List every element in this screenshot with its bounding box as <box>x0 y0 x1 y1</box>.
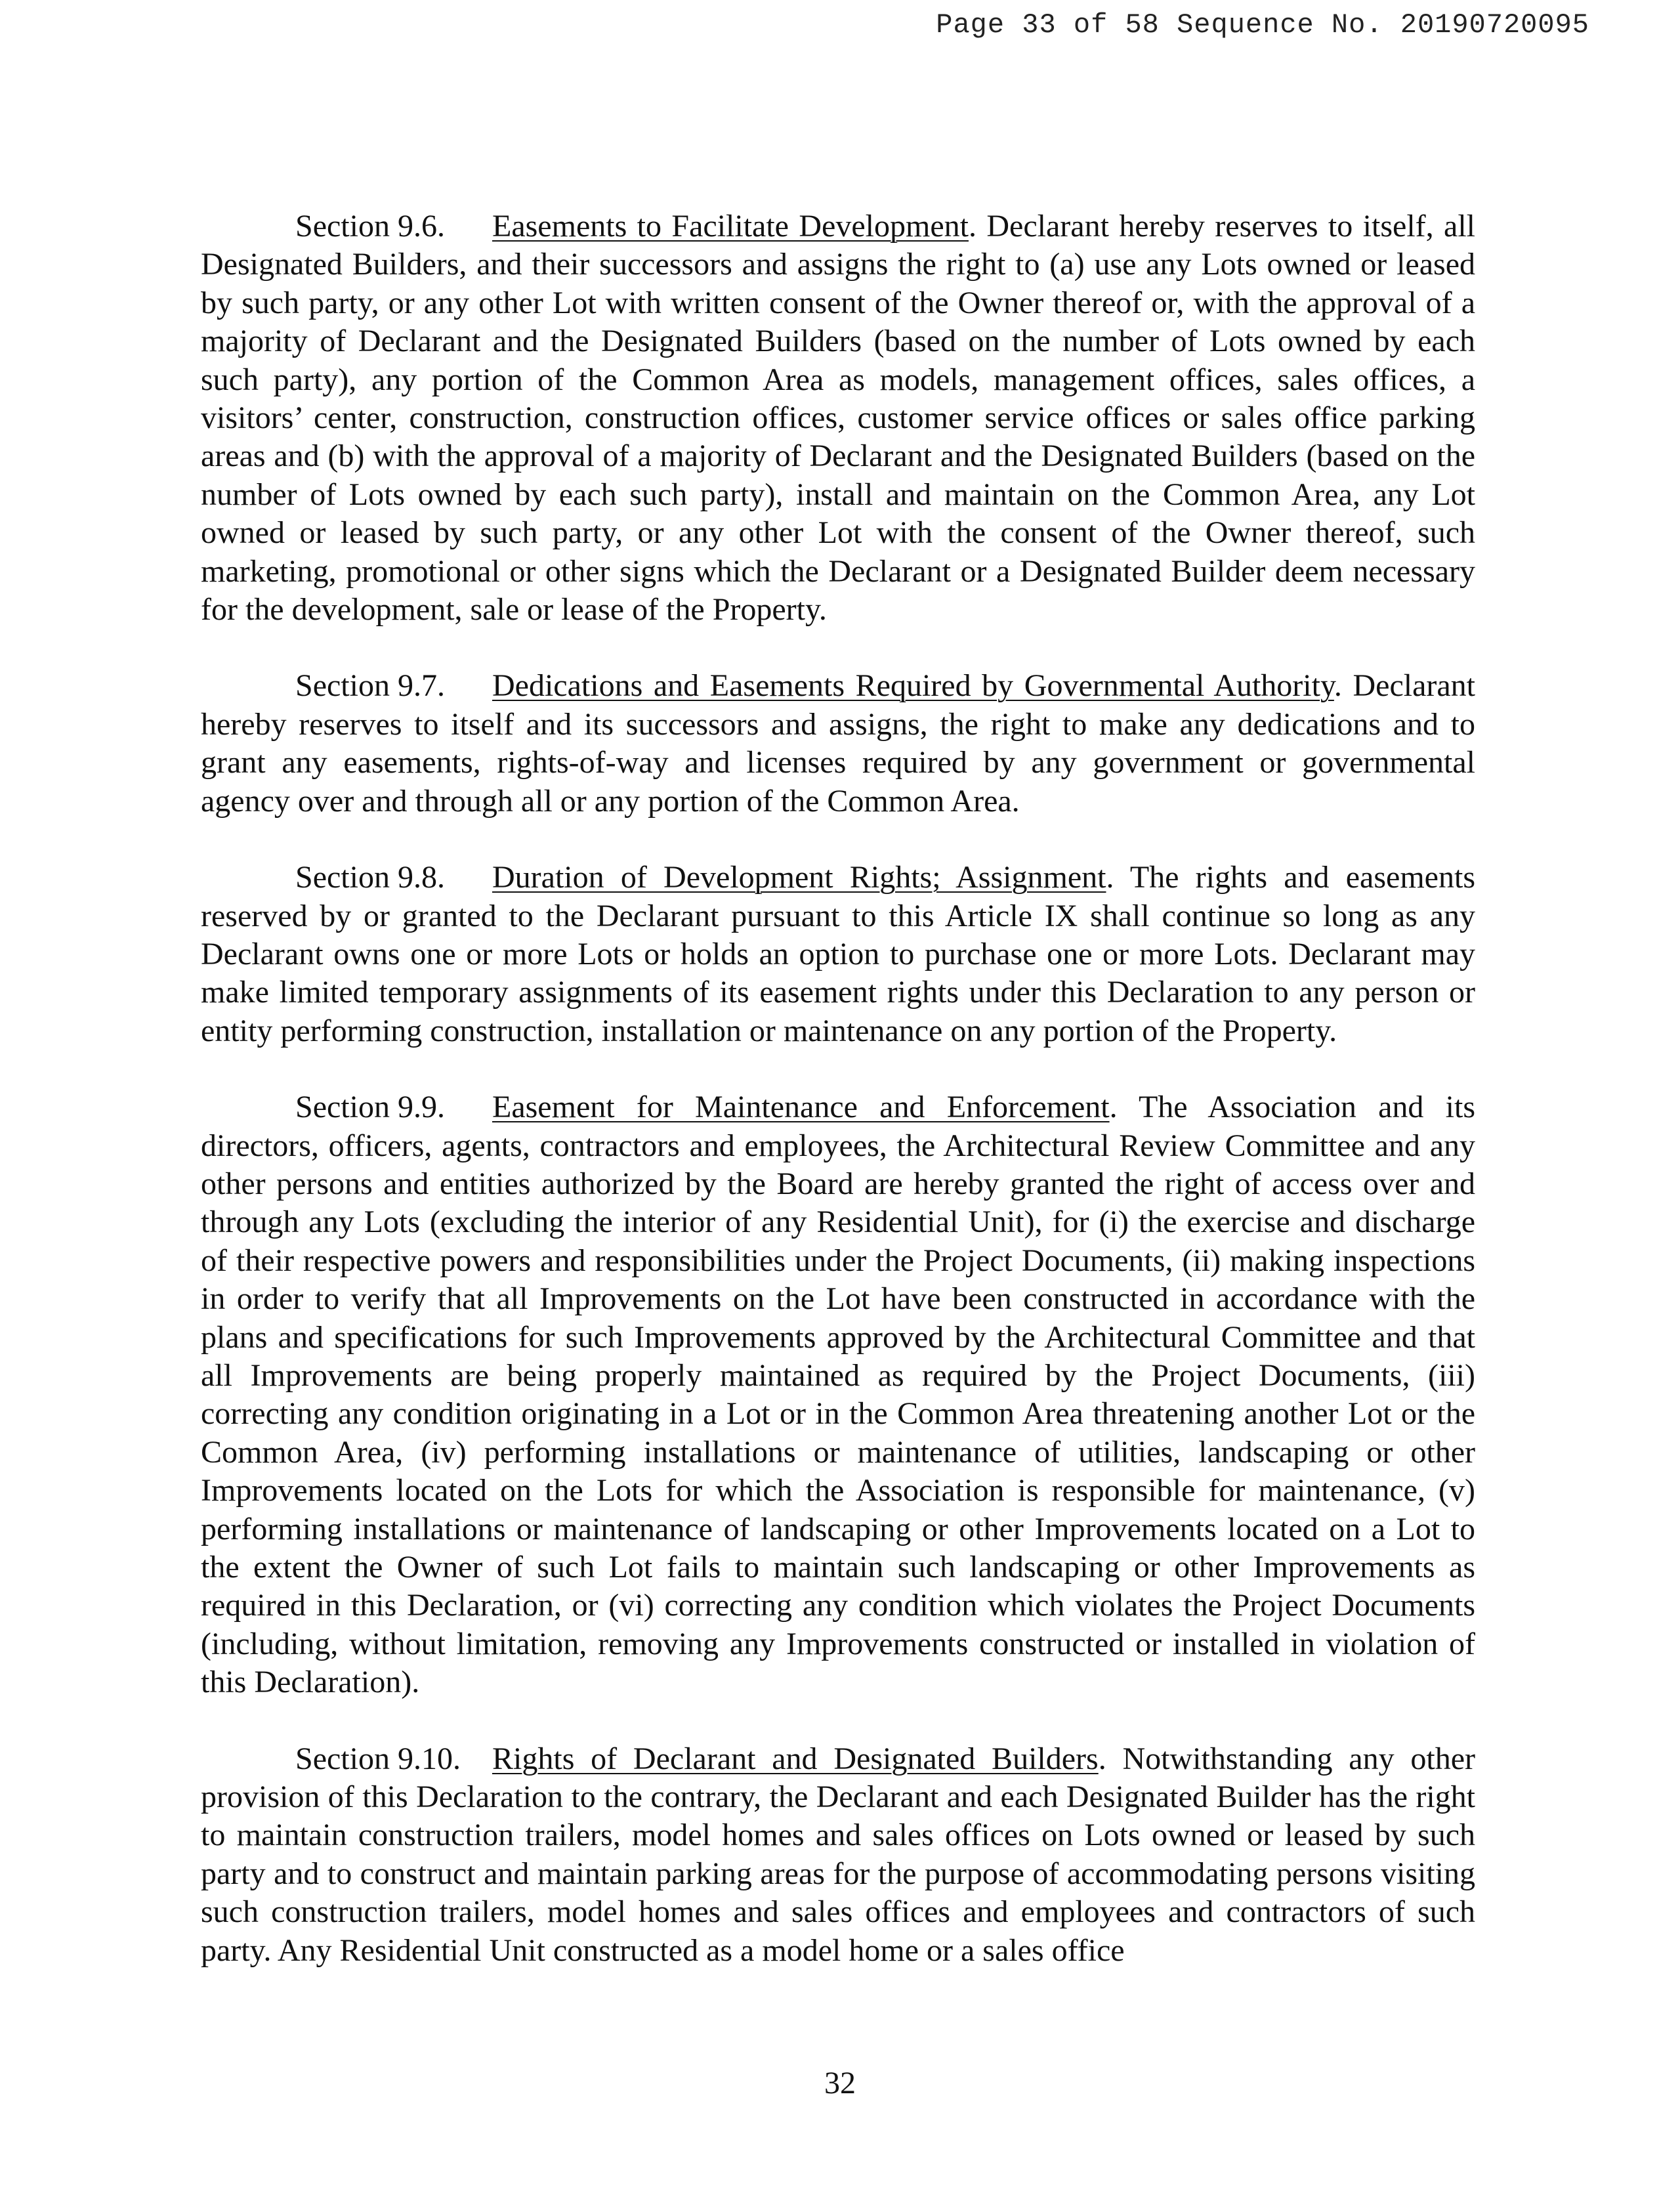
section-number: Section 9.9. <box>295 1090 445 1125</box>
section-body: Declarant hereby reserves to itself, all Designated Builders, and their successors and assigns the right to (a) use any Lots owned or leased by such party, or any other Lot with written consent of the Owner thereof or, with the approval of a majority of Declarant and the Designated Builders (based on the number of Lots owned by each such party), any portion of the Common Area as models, management offices, sales offices, a visitors’ center, construction, construction offices, customer service offices or sales office parking areas and (b) with the approval of a majority of Declarant and the Designated Builders (based on the number of Lots owned by each such party), install and maintain on the Common Area, any Lot owned or leased by such party, or any other Lot with the consent of the Owner thereof, such marketing, promotional or other signs which the Declarant or a Designated Builder deem necessary for the development, sale or lease of the Property. <box>201 209 1476 628</box>
section-heading: Easement for Maintenance and Enforcement <box>492 1090 1110 1125</box>
section-number: Section 9.6. <box>295 209 445 244</box>
section-9-6: Section 9.6. Easements to Facilitate Development. Declarant hereby reserves to itself, all Designated Builders, and their successors and assigns the right to (a) use any Lots owned or leased by such party, or any other Lot with written consent of the Owner thereof or, with the approval of a majority of Declarant and the Designated Builders (based on the number of Lots owned by each such party), any portion of the Common Area as models, management offices, sales offices, a visitors’ center, construction, construction offices, customer service offices or sales office parking areas and (b) with the approval of a majority of Declarant and the Designated Builders (based on the number of Lots owned by each such party), install and maintain on the Common Area, any Lot owned or leased by such party, or any other Lot with the consent of the Owner thereof, such marketing, promotional or other signs which the Declarant or a Designated Builder deem necessary for the development, sale or lease of the Property. <box>201 209 1476 628</box>
section-body: The Association and its directors, officers, agents, contractors and employees, the Architectural Review Committee and any other persons and entities authorized by the Board are hereby granted the right of access over and through any Lots (excluding the interior of any Residential Unit), for (i) the exercise and discharge of their respective powers and responsibilities under the Project Documents, (ii) making inspections in order to verify that all Improvements on the Lot have been constructed in accordance with the plans and specifications for such Improvements approved by the Architectural Committee and that all Improvements are being properly maintained as required by the Project Documents, (iii) correcting any condition originating in a Lot or in the Common Area threatening another Lot or the Common Area, (iv) performing installations or maintenance of utilities, landscaping or other Improvements located on the Lots for which the Association is responsible for maintenance, (v) performing installations or maintenance of landscaping or other Improvements located on a Lot to the extent the Owner of such Lot fails to maintain such landscaping or other Improvements as required in this Declaration, or (vi) correcting any condition which violates the Project Documents (including, without limitation, removing any Improvements constructed or installed in violation of this Declaration). <box>201 1090 1475 1700</box>
section-heading: Dedications and Easements Required by Governmental Authority <box>492 668 1334 704</box>
page-sequence-header: Page 33 of 58 Sequence No. 20190720095 <box>936 9 1589 41</box>
section-number: Section 9.7. <box>295 668 445 704</box>
section-body: The rights and easements reserved by or granted to the Declarant pursuant to this Article IX shall continue so long as any Declarant owns one or more Lots or holds an option to purchase one or more Lots. Declarant may make limited temporary assignments of its easement rights under this Declaration to any person or entity performing construction, installation or maintenance on any portion of the Property. <box>201 860 1475 1048</box>
section-9-7: Section 9.7. Dedications and Easements Required by Governmental Authority. Declarant hereby reserves to itself and its successors and assigns, the right to make any dedications and to grant any easements, rights-of-way and licenses required by any government or governmental agency over and through all or any portion of the Common Area. <box>201 668 1476 819</box>
page-number: 32 <box>824 2066 856 2100</box>
section-body: Declarant hereby reserves to itself and its successors and assigns, the right to make any dedications and to grant any easements, rights-of-way and licenses required by any government or governmental agency over and through all or any portion of the Common Area. <box>201 668 1476 819</box>
section-number: Section 9.10. <box>295 1741 461 1776</box>
section-number: Section 9.8. <box>295 860 445 895</box>
section-9-9: Section 9.9. Easement for Maintenance and Enforcement. The Association and its directors, officers, agents, contractors and employees, the Architectural Review Committee and any other persons and entities authorized by the Board are hereby granted the right of access over and through any Lots (excluding the interior of any Residential Unit), for (i) the exercise and discharge of their respective powers and responsibilities under the Project Documents, (ii) making inspections in order to verify that all Improvements on the Lot have been constructed in accordance with the plans and specifications for such Improvements approved by the Architectural Committee and that all Improvements are being properly maintained as required by the Project Documents, (iii) correcting any condition originating in a Lot or in the Common Area threatening another Lot or the Common Area, (iv) performing installations or maintenance of utilities, landscaping or other Improvements located on the Lots for which the Association is responsible for maintenance, (v) performing installations or maintenance of landscaping or other Improvements located on a Lot to the extent the Owner of such Lot fails to maintain such landscaping or other Improvements as required in this Declaration, or (vi) correcting any condition which violates the Project Documents (including, without limitation, removing any Improvements constructed or installed in violation of this Declaration). <box>201 1090 1475 1700</box>
section-heading: Easements to Facilitate Development <box>492 209 969 244</box>
section-9-10: Section 9.10. Rights of Declarant and Designated Builders. Notwithstanding any other provision of this Declaration to the contrary, the Declarant and each Designated Builder has the right to maintain construction trailers, model homes and sales offices on Lots owned or leased by such party and to construct and maintain parking areas for the purpose of accommodating persons visiting such construction trailers, model homes and sales offices and employees and contractors of such party. Any Residential Unit constructed as a model home or a sales office <box>201 1741 1476 1968</box>
section-heading: Rights of Declarant and Designated Builders <box>492 1741 1099 1776</box>
section-body: Notwithstanding any other provision of this Declaration to the contrary, the Declarant and each Designated Builder has the right to maintain construction trailers, model homes and sales offices on Lots owned or leased by such party and to construct and maintain parking areas for the purpose of accommodating persons visiting such construction trailers, model homes and sales offices and employees and contractors of such party. Any Residential Unit constructed as a model home or a sales office <box>201 1741 1476 1968</box>
section-9-8: Section 9.8. Duration of Development Rights; Assignment. The rights and easements reserved by or granted to the Declarant pursuant to this Article IX shall continue so long as any Declarant owns one or more Lots or holds an option to purchase one or more Lots. Declarant may make limited temporary assignments of its easement rights under this Declaration to any person or entity performing construction, installation or maintenance on any portion of the Property. <box>201 860 1475 1048</box>
section-heading: Duration of Development Rights; Assignment <box>492 860 1106 895</box>
document-body <box>201 207 1475 2008</box>
